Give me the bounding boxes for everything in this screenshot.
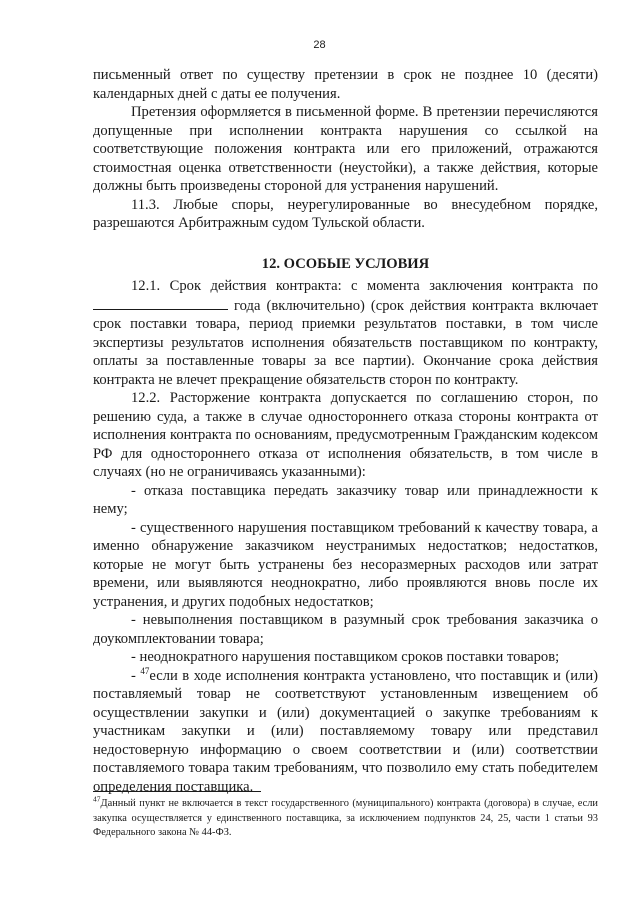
paragraph-claim-response: письменный ответ по существу претензии в срок не позднее 10 (десяти) календарных дней с даты ее получения. [93, 67, 598, 102]
clause-12-2: 12.2. Расторжение контракта допускается по соглашению сторон, по решению суда, а также в случае одностороннего отказа стороны контракта от исполнения контракта по основаниям, предусмотренным Гражданским кодексом РФ для одностороннего отказа от исполнения обязательств, в том числе в случаях (но не ограничиваясь указанными): [93, 390, 598, 480]
paragraph-claim-form: Претензия оформляется в письменной форме. В претензии перечисляются допущенные при исполнении контракта нарушения со ссылкой на соответствующие положения контракта или его приложений, отражаются стоимостная оценка ответственности (неустойки), а также действия, которые должны быть произведены стороной для устранения нарушений. [93, 104, 598, 194]
footnote-number: 47 [93, 794, 101, 804]
clause-11-3: 11.3. Любые споры, неурегулированные во внесудебном порядке, разрешаются Арбитражным судом Тульской области. [93, 196, 598, 231]
section-heading: 12. ОСОБЫЕ УСЛОВИЯ [261, 255, 430, 272]
date-blank-line [93, 296, 228, 310]
clause-12-1-rest: года (включительно) (срок действия контракта включает срок поставки товара, период приемки результатов поставки, в том числе экспертизы результатов исполнения обязательств поставщиком по контракту, оплаты за поставленные товары за все партии). Окончание срока действия контракта не влечет прекращение обязательств сторон по контракту. [93, 297, 598, 388]
list-item: - отказа поставщика передать заказчику товар или принадлежности к нему; [93, 482, 598, 517]
list-dash: - [131, 667, 141, 684]
footnote-divider [93, 791, 261, 792]
list-item: - существенного нарушения поставщиком требований к качеству товара, а именно обнаружение заказчиком неустранимых недостатков; недостатков, которые не могут быть устранены без несоразмерных расходов или затрат времени, или выявляются неоднократно, либо проявляются вновь после их устранения, и других подобных недостатков; [93, 519, 598, 610]
list-item: - неоднократного нарушения поставщиком сроков поставки товаров; [131, 649, 560, 665]
footnote [93, 794, 598, 841]
list-item-footnoted [93, 667, 598, 797]
footnote-reference: 47 [140, 665, 150, 676]
list-item-text: если в ходе исполнения контракта установлено, что поставщик и (или) поставляемый товар не соответствуют установленным извещением об осуществлении закупки и (или) документацией о закупке требованиям к участникам закупки и (или) поставляемому товару или представил недостоверную информацию о своем соответствии и (или) соответствии поставляемого товара таким требованиям, что позволило ему стать победителем определения поставщика. [93, 667, 598, 795]
document-body [93, 66, 598, 796]
clause-12-1-start: 12.1. Срок действия контракта: с момента заключения контракта по [131, 278, 598, 294]
page-number: 28 [313, 39, 326, 51]
list-item: - невыполнения поставщиком в разумный срок требования заказчика о доукомплектовании товара; [93, 612, 598, 647]
footnote-text: Данный пункт не включается в текст государственного (муниципального) контракта (договора) в случае, если закупка осуществляется у единственного поставщика, за исключением подпунктов 24, 25, части 1 статьи 93 Федерального закона № 44-ФЗ. [93, 798, 598, 838]
clause-12-1 [93, 277, 598, 389]
